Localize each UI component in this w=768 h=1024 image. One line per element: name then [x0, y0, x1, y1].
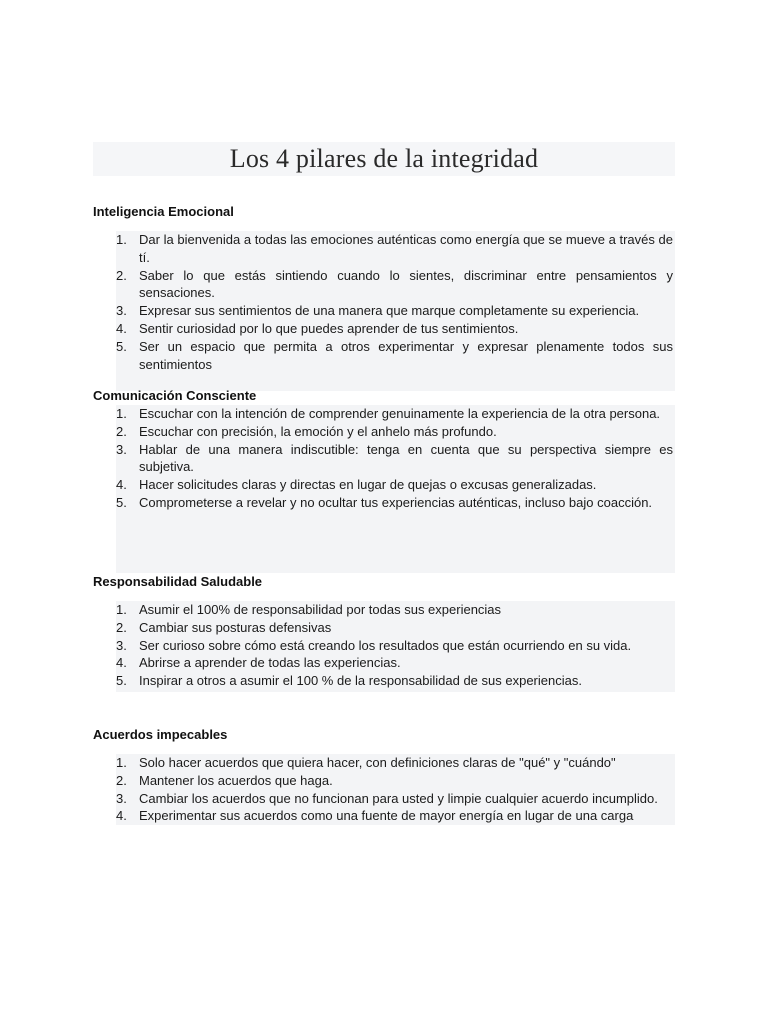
list-item-number: 4.	[116, 320, 127, 336]
list-item-text: Asumir el 100% de responsabilidad por todas sus experiencias	[139, 602, 502, 617]
list-item-text: Mantener los acuerdos que haga.	[139, 772, 333, 788]
list-item	[116, 654, 675, 672]
section-responsabilidad-saludable	[93, 573, 675, 692]
list-item	[116, 494, 675, 512]
numbered-list	[116, 601, 675, 690]
list-item	[116, 601, 675, 619]
list-item-text: Saber lo que estás sintiendo cuando lo sientes, discriminar entre pensamientos y sensaciones.	[139, 267, 673, 301]
list-item-number: 4.	[116, 477, 127, 493]
list-item-text: Ser curioso sobre cómo está creando los resultados que están ocurriendo en su vida.	[139, 637, 632, 653]
list-item-number: 3.	[116, 441, 127, 457]
list-item-number: 3.	[116, 637, 127, 653]
list-band	[116, 405, 675, 573]
numbered-list	[116, 231, 675, 373]
list-item	[116, 405, 675, 423]
document-page	[93, 142, 675, 825]
list-item-text: Abrirse a aprender de todas las experiencias.	[139, 655, 401, 671]
list-item	[116, 754, 675, 772]
section-comunicacion-consciente	[93, 387, 675, 573]
list-item-text: Escuchar con precisión, la emoción y el anhelo más profundo.	[139, 423, 497, 439]
section-inteligencia-emocional	[93, 203, 675, 391]
list-item	[116, 637, 675, 655]
list-item	[116, 476, 675, 494]
section-heading: Comunicación Consciente	[93, 388, 257, 403]
list-band	[116, 754, 675, 825]
list-item-number: 4.	[116, 655, 127, 671]
list-item-text: Expresar sus sentimientos de una manera que marque completamente su experiencia.	[139, 303, 640, 319]
list-item-text: Sentir curiosidad por lo que puedes aprender de tus sentimientos.	[139, 320, 519, 336]
document-title: Los 4 pilares de la integridad	[229, 144, 539, 173]
list-item	[116, 320, 675, 338]
list-item-text: Comprometerse a revelar y no ocultar tus experiencias auténticas, incluso bajo coacción.	[139, 494, 653, 510]
list-item-number: 2.	[116, 619, 127, 635]
list-item	[116, 267, 675, 303]
list-item	[116, 423, 675, 441]
list-item	[116, 302, 675, 320]
numbered-list	[116, 405, 675, 512]
list-item	[116, 619, 675, 637]
list-item	[116, 807, 675, 825]
list-item-text: Experimentar sus acuerdos como una fuente de mayor energía en lugar de una carga	[139, 808, 634, 824]
list-item	[116, 441, 675, 477]
list-item-number: 3.	[116, 303, 127, 319]
list-item-text: Hablar de una manera indiscutible: tenga en cuenta que su perspectiva siempre es subjetiva.	[139, 441, 673, 475]
list-item-text: Escuchar con la intención de comprender genuinamente la experiencia de la otra persona.	[139, 406, 661, 421]
list-item-number: 5.	[116, 673, 127, 689]
list-item	[116, 672, 675, 690]
list-item-number: 2.	[116, 772, 127, 788]
numbered-list	[116, 754, 675, 825]
list-item	[116, 772, 675, 790]
list-item-number: 2.	[116, 423, 127, 439]
section-acuerdos-impecables	[93, 726, 675, 825]
title-band	[93, 142, 675, 176]
list-item-text: Cambiar sus posturas defensivas	[139, 619, 332, 635]
list-item-number: 5.	[116, 338, 127, 354]
section-heading: Responsabilidad Saludable	[93, 574, 263, 589]
list-item-text: Inspirar a otros a asumir el 100 % de la responsabilidad de sus experiencias.	[139, 673, 582, 689]
list-item-number: 3.	[116, 790, 127, 806]
list-item-number: 1.	[116, 602, 127, 617]
list-item-text: Solo hacer acuerdos que quiera hacer, con definiciones claras de "qué" y "cuándo"	[139, 755, 616, 770]
section-heading: Inteligencia Emocional	[93, 204, 234, 219]
section-heading: Acuerdos impecables	[93, 727, 228, 742]
list-item-number: 1.	[116, 232, 127, 247]
list-item-text: Ser un espacio que permita a otros experimentar y expresar plenamente todos sus sentimientos	[139, 338, 673, 372]
list-item-number: 5.	[116, 494, 127, 510]
list-item	[116, 338, 675, 374]
list-item	[116, 231, 675, 267]
list-item-text: Hacer solicitudes claras y directas en lugar de quejas o excusas generalizadas.	[139, 477, 597, 493]
list-item-text: Cambiar los acuerdos que no funcionan para usted y limpie cualquier acuerdo incumplido.	[139, 790, 658, 806]
list-item-number: 1.	[116, 406, 127, 421]
list-band	[116, 231, 675, 391]
list-item	[116, 790, 675, 808]
list-item-number: 1.	[116, 755, 127, 770]
list-item-text: Dar la bienvenida a todas las emociones auténticas como energía que se mueve a través de tí.	[139, 232, 673, 265]
list-item-number: 4.	[116, 808, 127, 824]
list-item-number: 2.	[116, 267, 127, 283]
list-band	[116, 601, 675, 692]
